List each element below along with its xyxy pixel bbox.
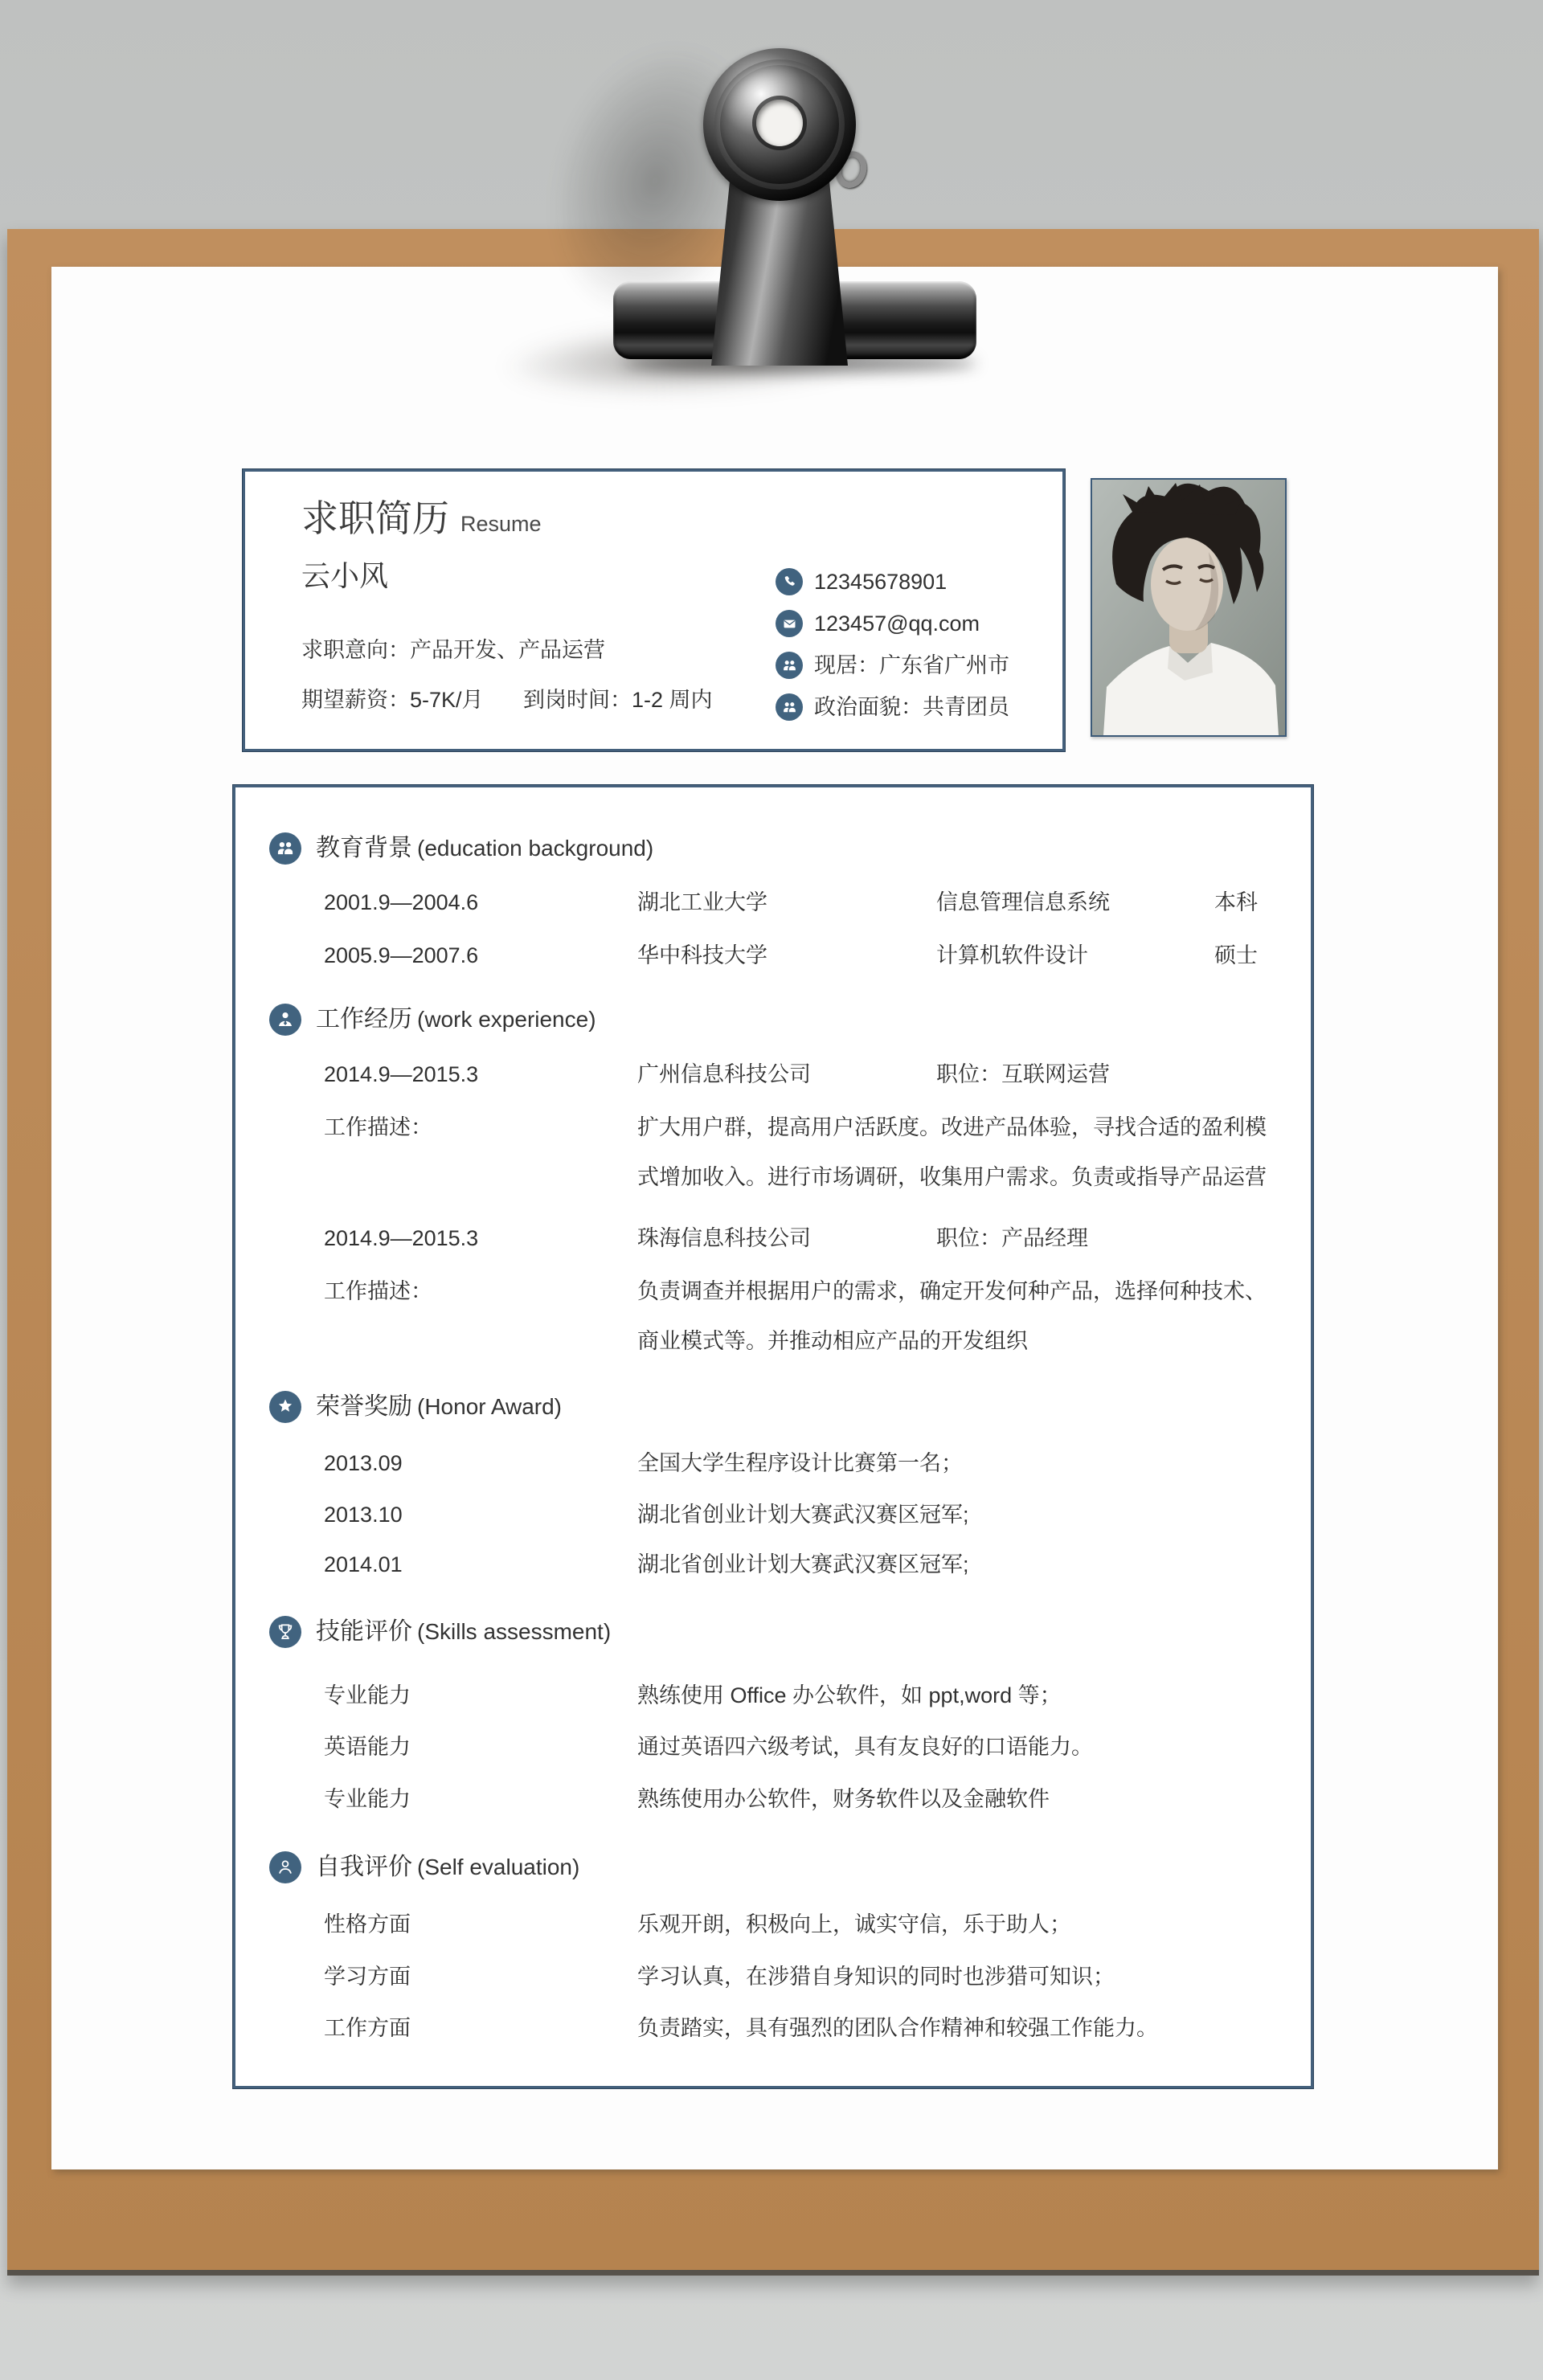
star-icon: [269, 1391, 301, 1423]
phone-icon: [776, 568, 803, 595]
resume-title: [301, 489, 542, 542]
resume-title-en: Resume: [460, 512, 542, 536]
section-title: 教育背景 (education background): [316, 835, 654, 861]
residence: 现居：广东省广州市: [814, 653, 1009, 677]
worker-icon: [269, 1004, 301, 1036]
job-desc: 扩大用户群，提高用户活跃度。改进产品体验，寻找合适的盈利模式增加收入。进行市场调研，收集用户需求。负责或指导产品运营: [637, 1115, 1267, 1189]
resume-body-panel: 教育背景 (education background) 2001.9—2004.6 湖北工业大学 信息管理信息系统 本科 2005.9—2007.6 华中科技大学 计算机软件设计 硕士 工作经历 (work experience) 2014.9—2015.3 广州信息科技公司 职位：互联网运营 工作描述： 扩大用户群，提高用户活跃度。改进产品体验，寻找合适的盈利模式增加收入。进行市场调研，收集用户需求。负责或指导产品运营 2014.9—2015.3 珠海信息科技公司 职位：产品经理 工作描述： 负责调查并根据用户的需求，确定开发何种产品，选择何种技术、商业模式等。并推动相应产品的开发组织 荣誉奖励 (Honor Award) 2013.09 全国大学生程序设计比赛第一名； 2013.10 湖北省创业计划大赛武汉赛区冠军; 2014.01 湖北省创业计划大赛武汉赛区冠军; 技能评价 (Skills assessment) 专业能力 熟练使用 Office 办公软件，如 ppt,word 等； 英语能力 通过英语四六级考试，具有友良好的口语能力。 专业能力 熟练使用办公软件，财务软件以及金融软件 自我评价 (Self evaluation) 性格方面 乐观开朗，积极向上，诚实守信，乐于助人； 学习方面 学习认真，在涉猎自身知识的同时也涉猎可知识； 工作方面 负责踏实，具有强烈的团队合作精神和较强工作能力。: [233, 785, 1313, 2088]
self-row: 工作方面 负责踏实，具有强烈的团队合作精神和较强工作能力。: [324, 2016, 1158, 2040]
skill-row: 英语能力 通过英语四六级考试，具有友良好的口语能力。: [324, 1735, 1093, 1759]
residence-people-icon: [776, 652, 803, 679]
honor-row: 2013.10 湖北省创业计划大赛武汉赛区冠军;: [324, 1503, 969, 1527]
phone-number: 12345678901: [814, 570, 947, 594]
section-title: 工作经历 (work experience): [316, 1006, 596, 1033]
political-status: 政治面貌：共青团员: [814, 695, 1009, 719]
education-row: 2001.9—2004.6 湖北工业大学 信息管理信息系统 本科: [324, 890, 1258, 914]
profile-photo: [1091, 478, 1287, 737]
skill-row: 专业能力 熟练使用 Office 办公软件，如 ppt,word 等；: [324, 1683, 1062, 1707]
section-title: 自我评价 (Self evaluation): [316, 1854, 580, 1880]
person-icon: [269, 1851, 301, 1883]
arrival-time: 到岗时间：1-2 周内: [523, 688, 713, 712]
job-row: 2014.9—2015.3 珠海信息科技公司 职位：产品经理: [324, 1226, 1088, 1250]
clip-circle: [703, 48, 856, 201]
education-row: 2005.9—2007.6 华中科技大学 计算机软件设计 硕士: [324, 943, 1258, 967]
education-people-icon: [269, 832, 301, 865]
self-row: 性格方面 乐观开朗，积极向上，诚实守信，乐于助人；: [324, 1912, 1071, 1936]
candidate-name: 云小风: [301, 559, 389, 592]
email-address: 123457@qq.com: [814, 611, 980, 636]
clip-hole: [756, 100, 803, 146]
honor-row: 2014.01 湖北省创业计划大赛武汉赛区冠军;: [324, 1552, 969, 1576]
email-icon: [776, 610, 803, 637]
job-desc: 负责调查并根据用户的需求，确定开发何种产品，选择何种技术、商业模式等。并推动相应产品的开发组织: [637, 1279, 1267, 1353]
honor-row: 2013.09 全国大学生程序设计比赛第一名；: [324, 1451, 963, 1475]
politics-people-icon: [776, 693, 803, 721]
header-panel: [243, 469, 1065, 751]
section-title: 荣誉奖励 (Honor Award): [316, 1393, 563, 1420]
trophy-icon: [269, 1616, 301, 1648]
job-row: 2014.9—2015.3 广州信息科技公司 职位：互联网运营: [324, 1062, 1110, 1086]
resume-title-cn: 求职简历: [301, 497, 449, 539]
skill-row: 专业能力 熟练使用办公软件，财务软件以及金融软件: [324, 1787, 1050, 1811]
expected-salary: 期望薪资：5-7K/月: [301, 688, 484, 712]
job-intention: 求职意向：产品开发、产品运营: [301, 638, 605, 662]
section-title: 技能评价 (Skills assessment): [316, 1618, 612, 1645]
self-row: 学习方面 学习认真，在涉猎自身知识的同时也涉猎可知识；: [324, 1965, 1115, 1989]
